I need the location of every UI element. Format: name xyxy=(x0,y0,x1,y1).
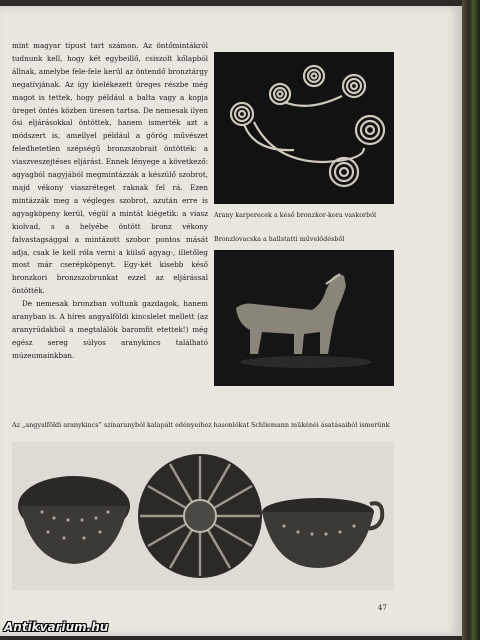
gold-vessels-photo xyxy=(12,442,394,590)
gold-bracelets-image xyxy=(214,52,394,204)
page-number: 47 xyxy=(378,604,387,612)
paragraph-1: mint magyar típust tart számon. Az öntőmintákról tudnunk kell, hogy két egybeillő, csiszolt kőlapból állnak, amelybe fele-fele kerül az öntendő bronztárgy negatívjának. Az így kielékezett üreges részbe még magot is tettek, hogy például a balta vagy a kopja üreget öntés közben üresen tartsa. De nemesak ilyen ősi eljárásokkal öntöttek, hanem ismerték azt a módszert is, amellyel például a görög művészet feledhetetlen szépségű bronzszobrait öntötték: a viaszveszejtéses eljárást. Ennek lényege a következő: agyagból nagyjából megmintázzák a készülő szobrot, majd vékony viaszréteget raknak fel rá. Ezen mintázzák meg a végleges szobrot, azután erre is agyagköpeny kerül, végül a mintát kiégetik: a viasz kiolvad, s a helyébe öntött bronz vékony falvastagsággal a mintázott szobor pontos mását adja, csak le kell róla verni a külső agyag-, illetőleg most már cserépköpenyt. Egy-két kisebb késő bronzkori bronzszobrunkat ezzel az eljárással öntötték. xyxy=(12,41,208,296)
caption-gold-bracelets: Arany karperecek a késő bronzkor-kora vaskorból xyxy=(214,211,377,219)
gold-vessels-image xyxy=(12,442,394,590)
bronze-horse-image xyxy=(214,250,394,386)
caption-gold-vessels: Az „angyalföldi aranykincs” színaranyból kalapált edényeihez hasonlókat Schliemann mükénéi ásatásaiból ismerünk xyxy=(12,421,390,429)
book-spine xyxy=(462,0,480,640)
paragraph-2: De nemesak bronzban voltunk gazdagok, hanem aranyban is. A híres angyalföldi kincslelet mellett (az aranyrúdakból a megtalálók baromfit etettek!) még egész sereg súlyos aranykincs található múzeumainkban. xyxy=(12,299,208,360)
watermark: Antikvarium.hu xyxy=(4,620,109,634)
caption-bronze-horse: Bronzlovacska a hallstatti művelődésből xyxy=(214,235,345,243)
gold-bracelets-photo xyxy=(214,52,394,204)
body-text xyxy=(12,40,208,363)
bronze-horse-photo xyxy=(214,250,394,386)
